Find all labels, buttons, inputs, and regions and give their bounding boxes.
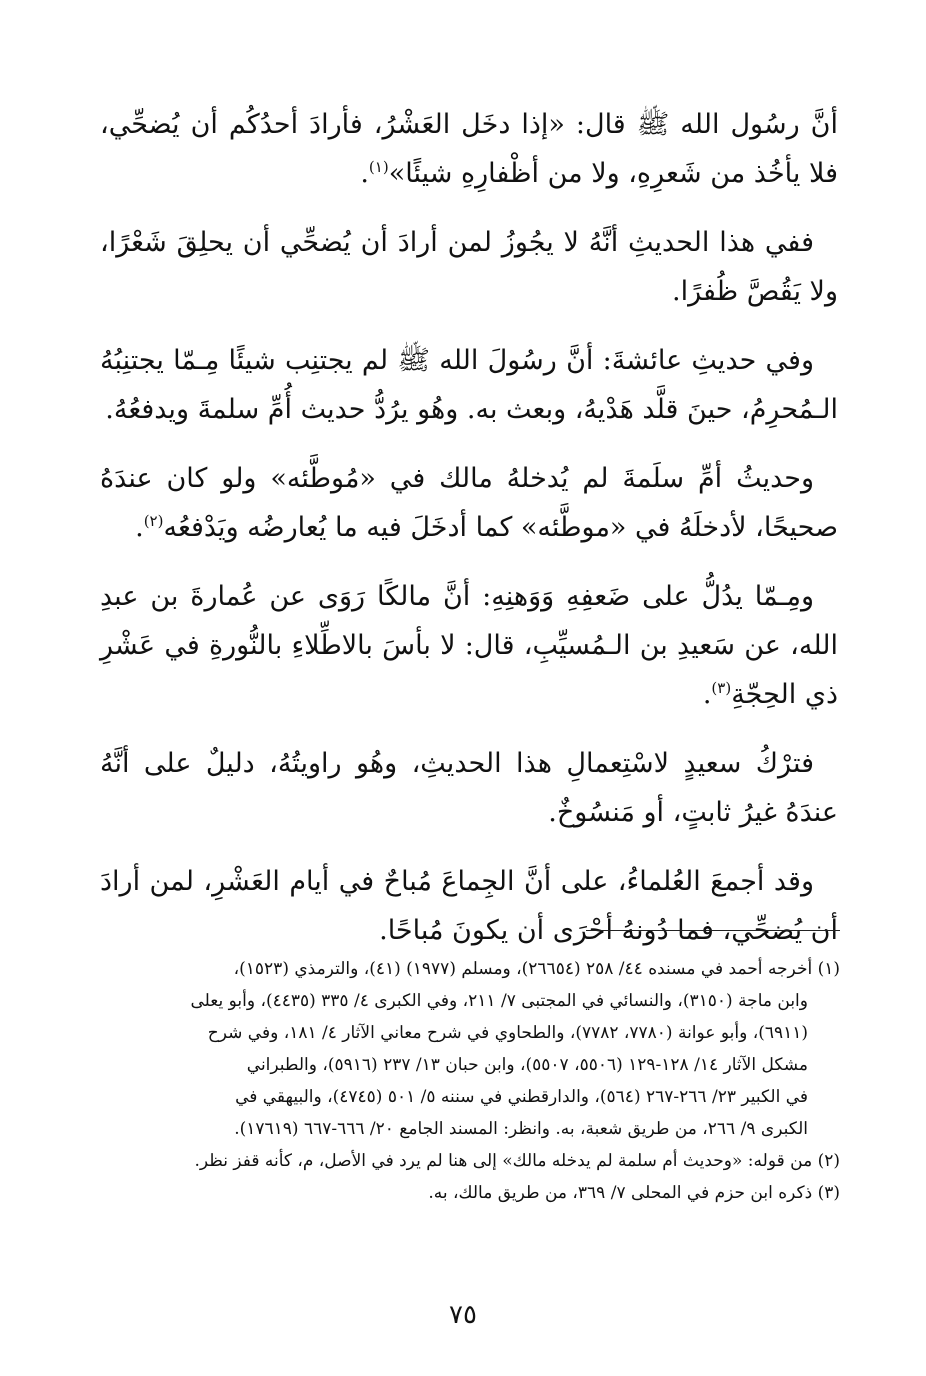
paragraph-4: [100, 454, 838, 552]
main-text: [100, 100, 838, 975]
footnote-separator: [586, 930, 840, 931]
paragraph-6: فترْكُ سعيدٍ لاسْتِعمالِ هذا الحديثِ، وهُو راويتُهُ، دليلٌ على أنَّهُ عندَهُ غيرُ ثابتٍ، أو مَنسُوخٌ.: [100, 748, 838, 828]
paragraph-4-end: .: [135, 512, 144, 543]
footnote-3: (٣) ذكره ابن حزم في المحلى ٧/ ٣٦٩، من طريق مالك، به.: [428, 1183, 840, 1203]
footnote-ref-3: (٣): [711, 679, 732, 697]
page-number: ٧٥: [449, 1300, 477, 1330]
paragraph-5-text: ومِـمّا يدُلُّ على ضَعفِهِ وَوَهنِهِ: أنَّ مالكًا رَوَى عن عُمارةَ بن عبدِ الله، عن سَعيدِ بن الـمُسيِّبِ، قال: لا بأسَ بالاطِّلاءِ بالنُّورةِ في عَشْرِ ذي الحِجّةِ: [100, 581, 838, 710]
footnote-ref-2: (٢): [143, 512, 164, 530]
footnote-1-line-6: الكبرى ٩/ ٢٦٦، من طريق شعبة، به. وانظر: المسند الجامع ٢٠/ ٦٦٦-٦٦٧ (١٧٦١٩).: [234, 1119, 808, 1139]
footnote-1-line-3: (٦٩١١)، وأبو عوانة (٧٧٨٠، ٧٧٨٢)، والطحاوي في شرح معاني الآثار ٤/ ١٨١، وفي شرح: [207, 1023, 808, 1043]
footnote-1-line-4: مشكل الآثار ١٤/ ١٢٨-١٢٩ (٥٥٠٦، ٥٥٠٧)، وابن حبان ١٣/ ٢٣٧ (٥٩١٦)، والطبراني: [246, 1055, 808, 1075]
footnote-1-line-2: وابن ماجة (٣١٥٠)، والنسائي في المجتبى ٧/ ٢١١، وفي الكبرى ٤/ ٣٣٥ (٤٤٣٥)، وأبو يعلى: [190, 991, 808, 1011]
paragraph-1-end: .: [360, 158, 369, 189]
paragraph-2: ففي هذا الحديثِ أنَّهُ لا يجُوزُ لمن أرادَ أن يُضحِّي أن يحلِقَ شَعْرًا، ولا يَقُصَّ ظُفرًا.: [100, 227, 838, 307]
paragraph-5: [100, 572, 838, 719]
paragraph-5-end: .: [702, 679, 712, 710]
footnote-2: (٢) من قوله: «وحديث أم سلمة لم يدخله مالك» إلى هنا لم يرد في الأصل، م، كأنه قفز نظر.: [194, 1151, 840, 1171]
paragraph-1-text: أنَّ رسُول الله ﷺ قال: «إذا دخَل العَشْرُ، فأرادَ أحدُكُم أن يُضحِّي، فلا يأخُذ من شَعرِهِ، ولا من أظْفارِهِ شيئًا»: [100, 109, 838, 189]
footnote-1-line-5: في الكبير ٢٣/ ٢٦٦-٢٦٧ (٥٦٤)، والدارقطني في سننه ٥/ ٥٠١ (٤٧٤٥)، والبيهقي في: [235, 1087, 808, 1107]
paragraph-7: وقد أجمعَ العُلماءُ، على أنَّ الجِماعَ مُباحٌ في أيام العَشْرِ، لمن أرادَ أن يُضحِّي، فما دُونهُ أحْرَى أن يكونَ مُباحًا.: [100, 866, 838, 946]
paragraph-1: [100, 100, 838, 198]
paragraph-4-text: وحديثُ أمِّ سلَمةَ لم يُدخلهُ مالك في «مُوطَّئه» ولو كان عندَهُ صحيحًا، لأدخلَهُ في «موطَّئه» كما أدخَلَ فيه ما يُعارضُه ويَدْفعُه: [100, 463, 838, 543]
footnote-ref-1: (١): [368, 158, 389, 176]
footnote-1-line-1: (١) أخرجه أحمد في مسنده ٤٤/ ٢٥٨ (٢٦٦٥٤)، ومسلم (١٩٧٧) (٤١)، والترمذي (١٥٢٣)،: [233, 959, 840, 979]
footnotes: [100, 953, 840, 1209]
paragraph-3: وفي حديثِ عائشةَ: أنَّ رسُولَ الله ﷺ لم يجتنِب شيئًا مِـمّا يجتنِبُهُ الـمُحرِمُ، حينَ قلَّد هَدْيهُ، وبعث به. وهُو يرُدُّ حديث أُمِّ سلمةَ ويدفعُهُ.: [100, 345, 838, 425]
